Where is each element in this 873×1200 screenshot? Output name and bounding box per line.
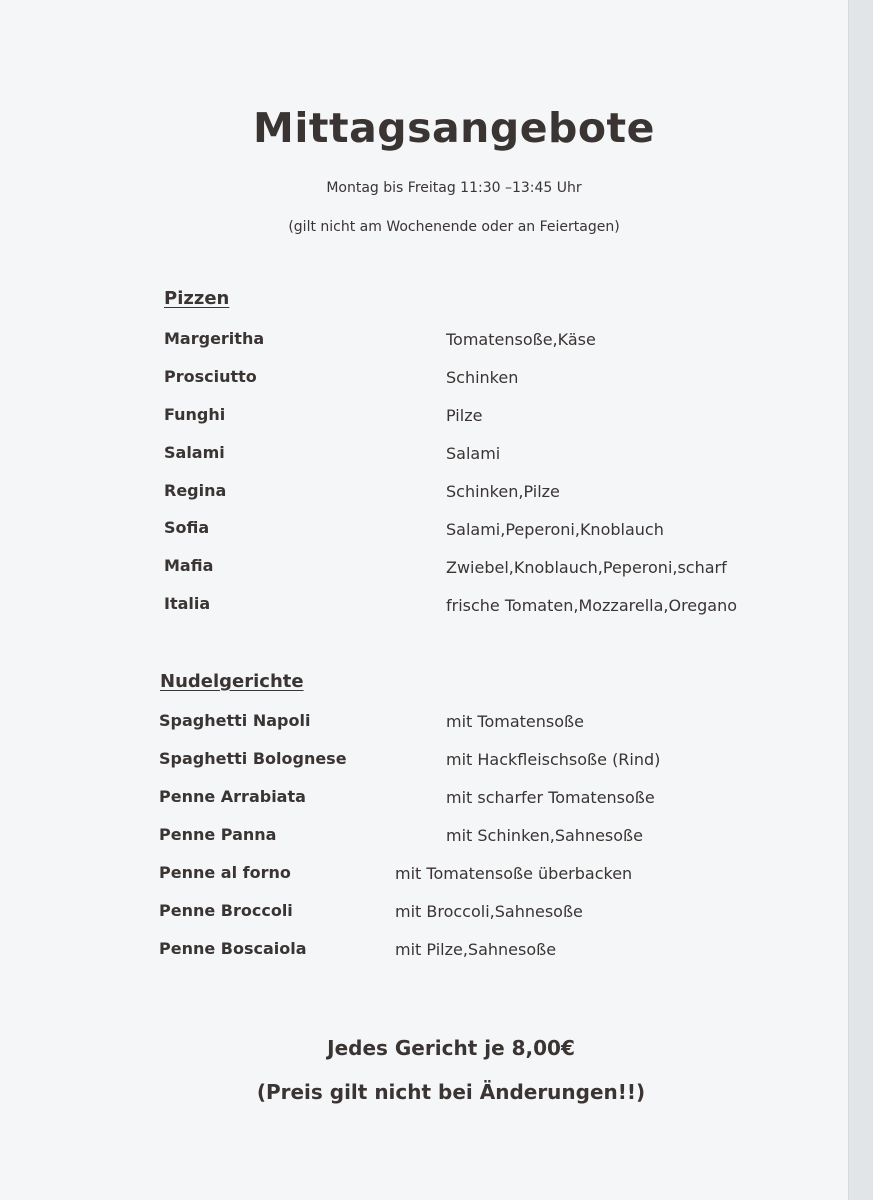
pizza-name: Mafia — [164, 556, 214, 575]
pasta-name: Penne Panna — [159, 825, 277, 844]
pasta-description: mit Tomatensoße überbacken — [395, 864, 633, 883]
pizza-name: Regina — [164, 481, 227, 500]
pasta-description: mit Tomatensoße — [446, 712, 584, 731]
validity-note: (gilt nicht am Wochenende oder an Feiertagen) — [288, 219, 620, 235]
pizza-description: Salami — [446, 444, 501, 463]
pizza-name: Margeritha — [164, 329, 265, 348]
pizza-description: Salami,Peperoni,Knoblauch — [446, 520, 664, 539]
pizza-description: Tomatensoße,Käse — [446, 330, 596, 349]
section-heading-pizzen: Pizzen — [164, 288, 230, 309]
pizza-name: Salami — [164, 443, 225, 462]
pizza-name: Sofia — [164, 518, 210, 537]
pasta-name: Spaghetti Napoli — [159, 711, 311, 730]
pizza-name: Italia — [164, 594, 211, 613]
page-title: Mittagsangebote — [253, 104, 655, 152]
pasta-description: mit scharfer Tomatensoße — [446, 788, 655, 807]
price-line: Jedes Gericht je 8,00€ — [327, 1036, 575, 1060]
pizza-description: Pilze — [446, 406, 483, 425]
pasta-description: mit Pilze,Sahnesoße — [395, 940, 557, 959]
pizza-name: Prosciutto — [164, 367, 257, 386]
pasta-description: mit Hackfleischsoße (Rind) — [446, 750, 661, 769]
pasta-description: mit Broccoli,Sahnesoße — [395, 902, 583, 921]
pizza-name: Funghi — [164, 405, 226, 424]
opening-hours: Montag bis Freitag 11:30 –13:45 Uhr — [326, 180, 582, 196]
section-heading-nudelgerichte: Nudelgerichte — [160, 671, 304, 692]
pasta-name: Penne Broccoli — [159, 901, 293, 920]
pasta-description: mit Schinken,Sahnesoße — [446, 826, 643, 845]
pizza-description: Schinken — [446, 368, 519, 387]
price-disclaimer: (Preis gilt nicht bei Änderungen!!) — [256, 1080, 646, 1104]
pizza-description: Zwiebel,Knoblauch,Peperoni,scharf — [446, 558, 727, 577]
pizza-description: Schinken,Pilze — [446, 482, 560, 501]
pasta-name: Penne al forno — [159, 863, 291, 882]
pasta-name: Penne Arrabiata — [159, 787, 306, 806]
pizza-description: frische Tomaten,Mozzarella,Oregano — [446, 596, 738, 615]
pasta-name: Spaghetti Bolognese — [159, 749, 347, 768]
pasta-name: Penne Boscaiola — [159, 939, 307, 958]
